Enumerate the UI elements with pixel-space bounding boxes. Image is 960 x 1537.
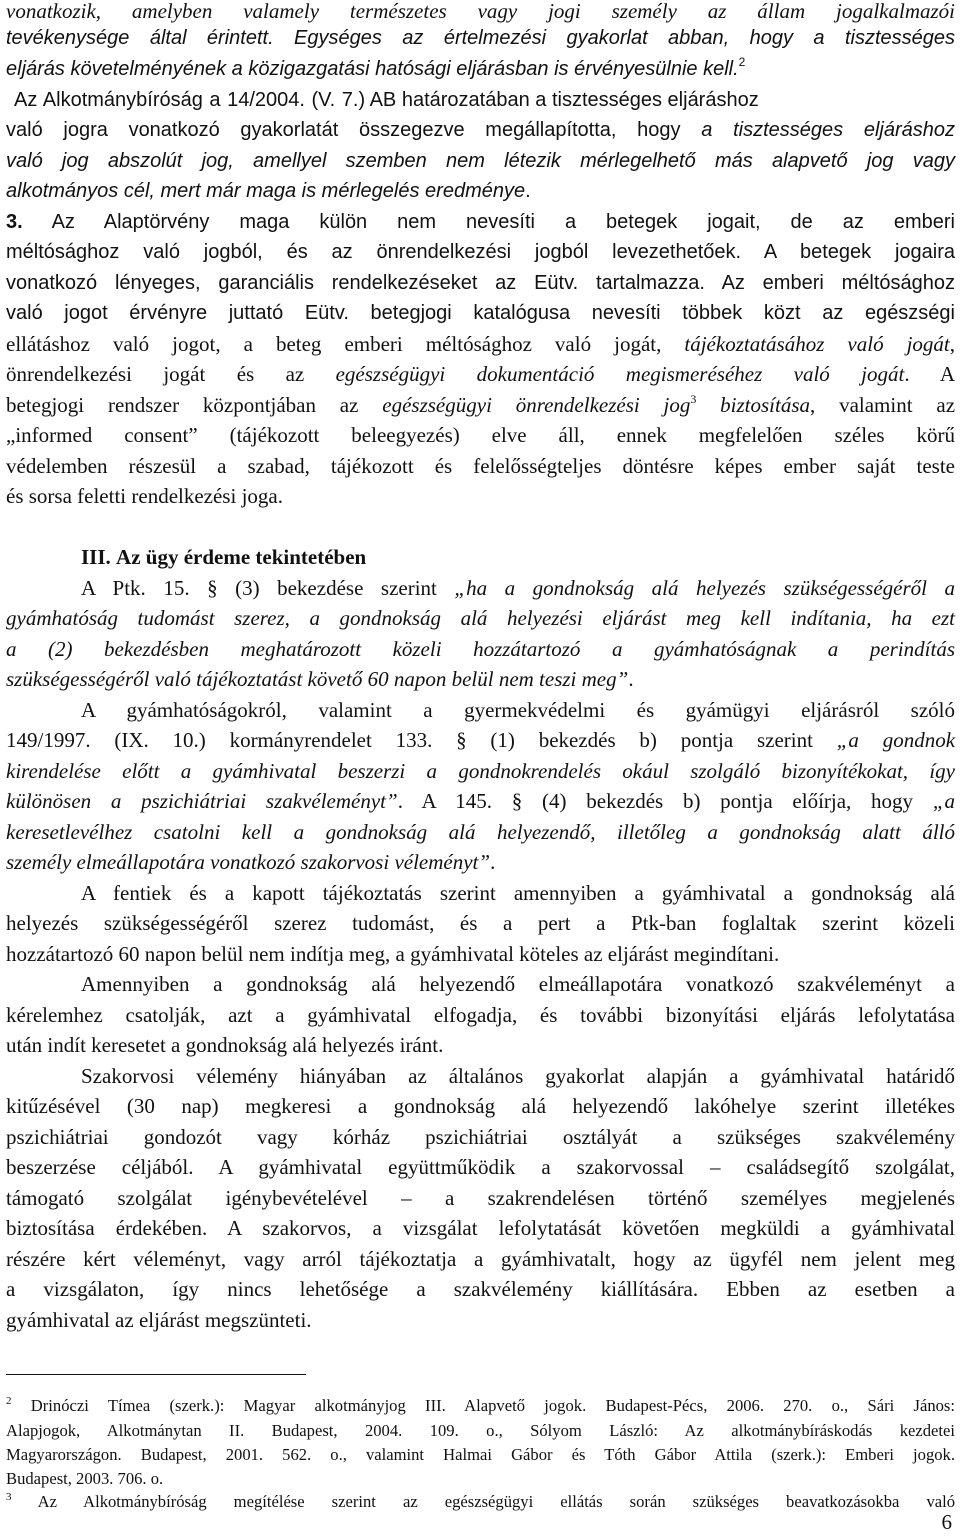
body-line: 149/1997. (IX. 10.) kormányrendelet 133. § (1) bekezdés b) pontja szerint „a gondnok — [6, 728, 956, 752]
body-line: való jogra vonatkozó gyakorlatát összegezve megállapította, hogy a tisztességes eljáráshoz — [6, 119, 955, 141]
body-line: kirendelése előtt a gyámhivatal beszerzi a gondnokrendelés okául szolgáló bizonyítékokat, így — [6, 759, 955, 783]
body-line: önrendelkezési jogát és az egészségügyi dokumentáció megismeréséhez való jogát. A — [6, 362, 955, 386]
body-line: ellátáshoz való jogot, a beteg emberi méltósághoz való jogát, tájékoztatásához való jogát, — [6, 332, 956, 356]
body-line: vonatkozó lényeges, garanciális rendelkezéseket az Eütv. tartalmazza. Az emberi méltósághoz — [6, 272, 955, 294]
footnote-line: Budapest, 2003. 706. o. — [6, 1469, 164, 1488]
footnote-number: 2 — [6, 1395, 12, 1407]
body-line: hozzátartozó 60 napon belül nem indítja meg, a gyámhivatal köteles az eljárást megindítani. — [6, 942, 780, 966]
body-line: Szakorvosi vélemény hiányában az általános gyakorlat alapján a gyámhivatal határidő — [81, 1064, 955, 1088]
body-line: gyámhivatal az eljárást megszünteti. — [6, 1308, 312, 1332]
body-line: védelemben részesül a szabad, tájékozott és felelősségteljes döntésre képes ember saját teste — [6, 454, 955, 478]
body-line: a (2) bekezdésben meghatározott közeli hozzátartozó a gyámhatóságnak a perindítás — [6, 637, 955, 661]
page-number: 6 — [941, 1510, 952, 1534]
body-line: beszerzése céljából. A gyámhivatal együttműködik a szakorvossal – családsegítő szolgálat, — [6, 1155, 955, 1179]
body-line: Az Alkotmánybíróság a 14/2004. (V. 7.) AB határozatában a tisztességes eljáráshoz — [14, 89, 759, 111]
body-line: támogató szolgálat igénybevételével – a szakrendelésen történő személyes megjelenés — [6, 1186, 955, 1210]
body-line: után indít keresetet a gondnokság alá helyezés iránt. — [6, 1033, 444, 1057]
footnote-line: Magyarországon. Budapest, 2001. 562. o., valamint Halmai Gábor és Tóth Gábor Attila (szerk.): Emberi jogok. — [6, 1445, 955, 1464]
body-line: vonatkozik, amelyben valamely természetes vagy jogi személy az állam jogalkalmazói — [6, 0, 955, 23]
body-line: „informed consent” (tájékozott beleegyezés) elve áll, ennek megfelelően széles körű — [6, 423, 955, 447]
body-line: keresetlevélhez csatolni kell a gondnokság alá helyezendő, illetőleg a gondnokság alatt álló — [6, 820, 955, 844]
footnote-line: $^2$ Drinóczi Tímea (szerk.): Magyar alkotmányjog III. Alapvető jogok. Budapest-Pécs, 2006. 270. o., Sári János: — [6, 1395, 955, 1415]
body-line: A Ptk. 15. § (3) bekezdése szerint „ha a gondnokság alá helyezés szükségességéről a — [81, 576, 955, 600]
body-line: személy elmeállapotára vonatkozó szakorvosi véleményt”. — [6, 850, 496, 874]
body-line: eljárás követelményének a közigazgatási hatósági eljárásban is érvényesülnie kell.$^2$ — [6, 55, 746, 80]
body-line: pszichiátriai gondozót vagy kórház pszichiátriai osztályát a szükséges szakvélemény — [6, 1125, 955, 1149]
body-line: A fentiek és a kapott tájékoztatás szerint amennyiben a gyámhivatal a gondnokság alá — [81, 881, 955, 905]
footnote-separator — [6, 1374, 306, 1375]
footnote-ref: 2 — [738, 55, 746, 69]
footnote-number: 3 — [6, 1491, 12, 1503]
footnote-line: Alapjogok, Alkotmánytan II. Budapest, 2004. 109. o., Sólyom László: Az alkotmánybíráskodás kezdetei — [6, 1421, 955, 1440]
body-line: biztosítása érdekében. A szakorvos, a vizsgálat lefolytatását követően megküldi a gyámhivatal — [6, 1216, 955, 1240]
footnote-ref: 3 — [690, 392, 697, 406]
body-line: betegjogi rendszer központjában az egészségügyi önrendelkezési jog$^3$ biztosítása, valamint az — [6, 392, 956, 417]
body-line: kitűzésével (30 nap) megkeresi a gondnokság alá helyezendő lakóhelye szerint illetékes — [6, 1094, 955, 1118]
section-heading: III. Az ügy érdeme tekintetében — [81, 545, 367, 569]
body-line: részére kért véleményt, vagy arról tájékoztatja a gyámhivatalt, hogy az ügyfél nem jelent meg — [6, 1247, 955, 1271]
body-line: különösen a pszichiátriai szakvéleményt”. A 145. § (4) bekezdés b) pontja előírja, hogy „a — [6, 789, 955, 813]
body-line: való jogot érvényre juttató Eütv. betegjogi katalógusa nevesíti többek közt az egészségi — [6, 302, 956, 324]
body-line: méltósághoz való jogból, és az önrendelkezési jogból levezethetőek. A betegek jogaira — [6, 241, 956, 263]
body-line: kérelemhez csatolják, azt a gyámhivatal elfogadja, és további bizonyítási eljárás lefolytatása — [6, 1003, 955, 1027]
body-line: a vizsgálaton, így nincs lehetősége a szakvélemény kiállítására. Ebben az esetben a — [6, 1277, 955, 1301]
body-line: A gyámhatóságokról, valamint a gyermekvédelmi és gyámügyi eljárásról szóló — [81, 698, 955, 722]
body-line: tevékenysége által érintett. Egységes az értelmezési gyakorlat abban, hogy a tisztességes — [6, 27, 955, 49]
body-line: és sorsa feletti rendelkezési joga. — [6, 484, 283, 508]
footnote-line: $^3$ Az Alkotmánybíróság megítélése szerint az egészségügyi ellátás során szükséges beavatkozásokba való — [6, 1491, 956, 1511]
body-line: való jog abszolút jog, amellyel szemben nem létezik mérlegelhető más alapvető jog vagy — [6, 150, 955, 172]
list-number: 3. — [6, 211, 23, 233]
body-line: gyámhatóság tudomást szerez, a gondnokság alá helyezési eljárást meg kell indítania, ha ezt — [6, 606, 955, 630]
body-line: Amennyiben a gondnokság alá helyezendő elmeállapotára vonatkozó szakvéleményt a — [81, 972, 955, 996]
body-line: szükségességéről való tájékoztatást követő 60 napon belül nem teszi meg”. — [6, 667, 634, 691]
body-line: 3. Az Alaptörvény maga külön nem nevesíti a betegek jogait, de az emberi — [6, 211, 955, 233]
body-line: alkotmányos cél, mert már maga is mérlegelés eredménye. — [6, 180, 531, 202]
body-line: helyezés szükségességéről szerez tudomást, és a pert a Ptk-ban foglaltak szerint közeli — [6, 911, 955, 935]
